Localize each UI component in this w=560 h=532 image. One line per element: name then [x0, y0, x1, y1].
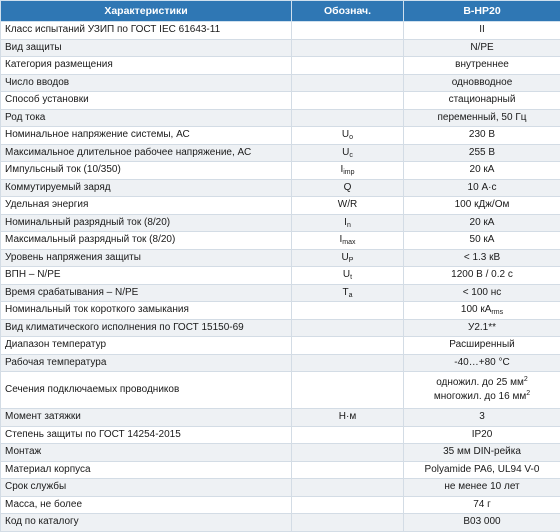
row-symbol [292, 372, 404, 409]
row-name: Масса, не более [1, 496, 292, 514]
row-symbol [292, 249, 404, 267]
row-name: Коммутируемый заряд [1, 179, 292, 197]
row-name: Максимальный разрядный ток (8/20) [1, 232, 292, 250]
row-value: < 100 нс [404, 284, 560, 302]
row-value: N/PE [404, 39, 560, 57]
symbol-main: U [342, 147, 349, 158]
row-symbol [292, 284, 404, 302]
row-name: Число вводов [1, 74, 292, 92]
row-value: 20 кА [404, 214, 560, 232]
table-row [1, 74, 560, 92]
row-symbol [292, 302, 404, 320]
table-row [1, 127, 560, 145]
header-designation: Обознач. [292, 1, 404, 22]
table-row [1, 39, 560, 57]
table-row [1, 337, 560, 355]
value-superscript: 2 [524, 376, 528, 383]
row-value: 1200 В / 0.2 с [404, 267, 560, 285]
row-value: 230 В [404, 127, 560, 145]
table-row [1, 319, 560, 337]
table-row [1, 302, 560, 320]
table-row [1, 109, 560, 127]
row-symbol [292, 461, 404, 479]
row-value: Polyamide PA6, UL94 V-0 [404, 461, 560, 479]
row-value: не менее 10 лет [404, 479, 560, 497]
row-name: Номинальный ток короткого замыкания [1, 302, 292, 320]
table-row [1, 409, 560, 427]
row-name: Уровень напряжения защиты [1, 249, 292, 267]
row-value: 35 мм DIN-рейка [404, 444, 560, 462]
row-name: ВПН – N/PE [1, 267, 292, 285]
table-row [1, 267, 560, 285]
table-row [1, 249, 560, 267]
symbol-subscript: P [349, 257, 354, 264]
row-symbol [292, 232, 404, 250]
row-name: Материал корпуса [1, 461, 292, 479]
row-symbol [292, 39, 404, 57]
table-row [1, 162, 560, 180]
row-name: Монтаж [1, 444, 292, 462]
table-row [1, 496, 560, 514]
table-row [1, 444, 560, 462]
table-row [1, 514, 560, 532]
row-name: Рабочая температура [1, 354, 292, 372]
table-header-row [1, 1, 560, 22]
row-symbol: Q [292, 179, 404, 197]
table-row [1, 197, 560, 215]
symbol-main: T [342, 287, 348, 298]
header-characteristics: Характеристики [1, 1, 292, 22]
row-value: II [404, 22, 560, 40]
row-name: Срок службы [1, 479, 292, 497]
row-value: 255 В [404, 144, 560, 162]
table-row [1, 179, 560, 197]
row-name: Категория размещения [1, 57, 292, 75]
row-value: 10 А·с [404, 179, 560, 197]
table-row [1, 426, 560, 444]
row-symbol: Н·м [292, 409, 404, 427]
row-name: Степень защиты по ГОСТ 14254-2015 [1, 426, 292, 444]
table-row [1, 479, 560, 497]
row-value: 74 г [404, 496, 560, 514]
symbol-main: I [340, 164, 343, 175]
row-name: Удельная энергия [1, 197, 292, 215]
row-value [404, 372, 560, 409]
value-subscript: rms [491, 309, 503, 316]
table-row [1, 22, 560, 40]
table-row [1, 461, 560, 479]
row-symbol [292, 444, 404, 462]
row-symbol [292, 92, 404, 110]
symbol-main: I [339, 234, 342, 245]
row-name: Способ установки [1, 92, 292, 110]
row-value: < 1.3 кВ [404, 249, 560, 267]
row-name: Номинальный разрядный ток (8/20) [1, 214, 292, 232]
row-value: Расширенный [404, 337, 560, 355]
table-row [1, 144, 560, 162]
table-row [1, 92, 560, 110]
table-row [1, 354, 560, 372]
symbol-main: U [342, 252, 349, 263]
row-symbol [292, 22, 404, 40]
row-symbol [292, 319, 404, 337]
row-value: 3 [404, 409, 560, 427]
row-symbol [292, 74, 404, 92]
row-name: Момент затяжки [1, 409, 292, 427]
row-name: Вид климатического исполнения по ГОСТ 15150-69 [1, 319, 292, 337]
row-value: У2.1** [404, 319, 560, 337]
value-line-1 [408, 376, 556, 390]
table-row [1, 372, 560, 409]
row-name: Сечения подключаемых проводников [1, 372, 292, 409]
row-symbol [292, 267, 404, 285]
symbol-subscript: o [349, 134, 353, 141]
symbol-main: I [344, 217, 347, 228]
row-name: Род тока [1, 109, 292, 127]
row-name: Код по каталогу [1, 514, 292, 532]
symbol-subscript: n [347, 222, 351, 229]
row-symbol [292, 426, 404, 444]
row-symbol [292, 337, 404, 355]
row-value: B03 000 [404, 514, 560, 532]
row-name: Максимальное длительное рабочее напряжение, АС [1, 144, 292, 162]
row-value: 100 кДж/Ом [404, 197, 560, 215]
row-name: Импульсный ток (10/350) [1, 162, 292, 180]
row-symbol [292, 162, 404, 180]
row-symbol [292, 496, 404, 514]
symbol-main: U [342, 129, 349, 140]
table-row [1, 284, 560, 302]
symbol-subscript: c [349, 152, 353, 159]
symbol-subscript: imp [343, 169, 354, 176]
table-row [1, 232, 560, 250]
row-name: Номинальное напряжение системы, АС [1, 127, 292, 145]
row-symbol [292, 57, 404, 75]
row-value: внутреннее [404, 57, 560, 75]
value-line-2 [408, 390, 556, 404]
row-value [404, 302, 560, 320]
table-row [1, 214, 560, 232]
row-name: Время срабатывания – N/PE [1, 284, 292, 302]
row-symbol [292, 127, 404, 145]
row-symbol [292, 214, 404, 232]
row-name: Вид защиты [1, 39, 292, 57]
row-value: стационарный [404, 92, 560, 110]
row-value: IP20 [404, 426, 560, 444]
row-symbol [292, 354, 404, 372]
row-value: 50 кА [404, 232, 560, 250]
value-main: 100 кА [461, 304, 492, 315]
row-symbol [292, 479, 404, 497]
row-value: 20 кА [404, 162, 560, 180]
row-symbol [292, 109, 404, 127]
table-row [1, 57, 560, 75]
value-superscript: 2 [526, 390, 530, 397]
row-symbol [292, 144, 404, 162]
row-symbol [292, 514, 404, 532]
row-name: Диапазон температур [1, 337, 292, 355]
symbol-subscript: max [342, 239, 355, 246]
symbol-subscript: a [349, 292, 353, 299]
row-symbol: W/R [292, 197, 404, 215]
row-name: Класс испытаний УЗИП по ГОСТ IEC 61643-11 [1, 22, 292, 40]
value-text: одножил. до 25 мм [436, 377, 524, 388]
symbol-subscript: t [350, 274, 352, 281]
row-value: одновводное [404, 74, 560, 92]
header-model: B-HP20 [404, 1, 560, 22]
value-text: многожил. до 16 мм [434, 391, 526, 402]
row-value: переменный, 50 Гц [404, 109, 560, 127]
symbol-main: U [343, 269, 350, 280]
row-value: -40…+80 °C [404, 354, 560, 372]
